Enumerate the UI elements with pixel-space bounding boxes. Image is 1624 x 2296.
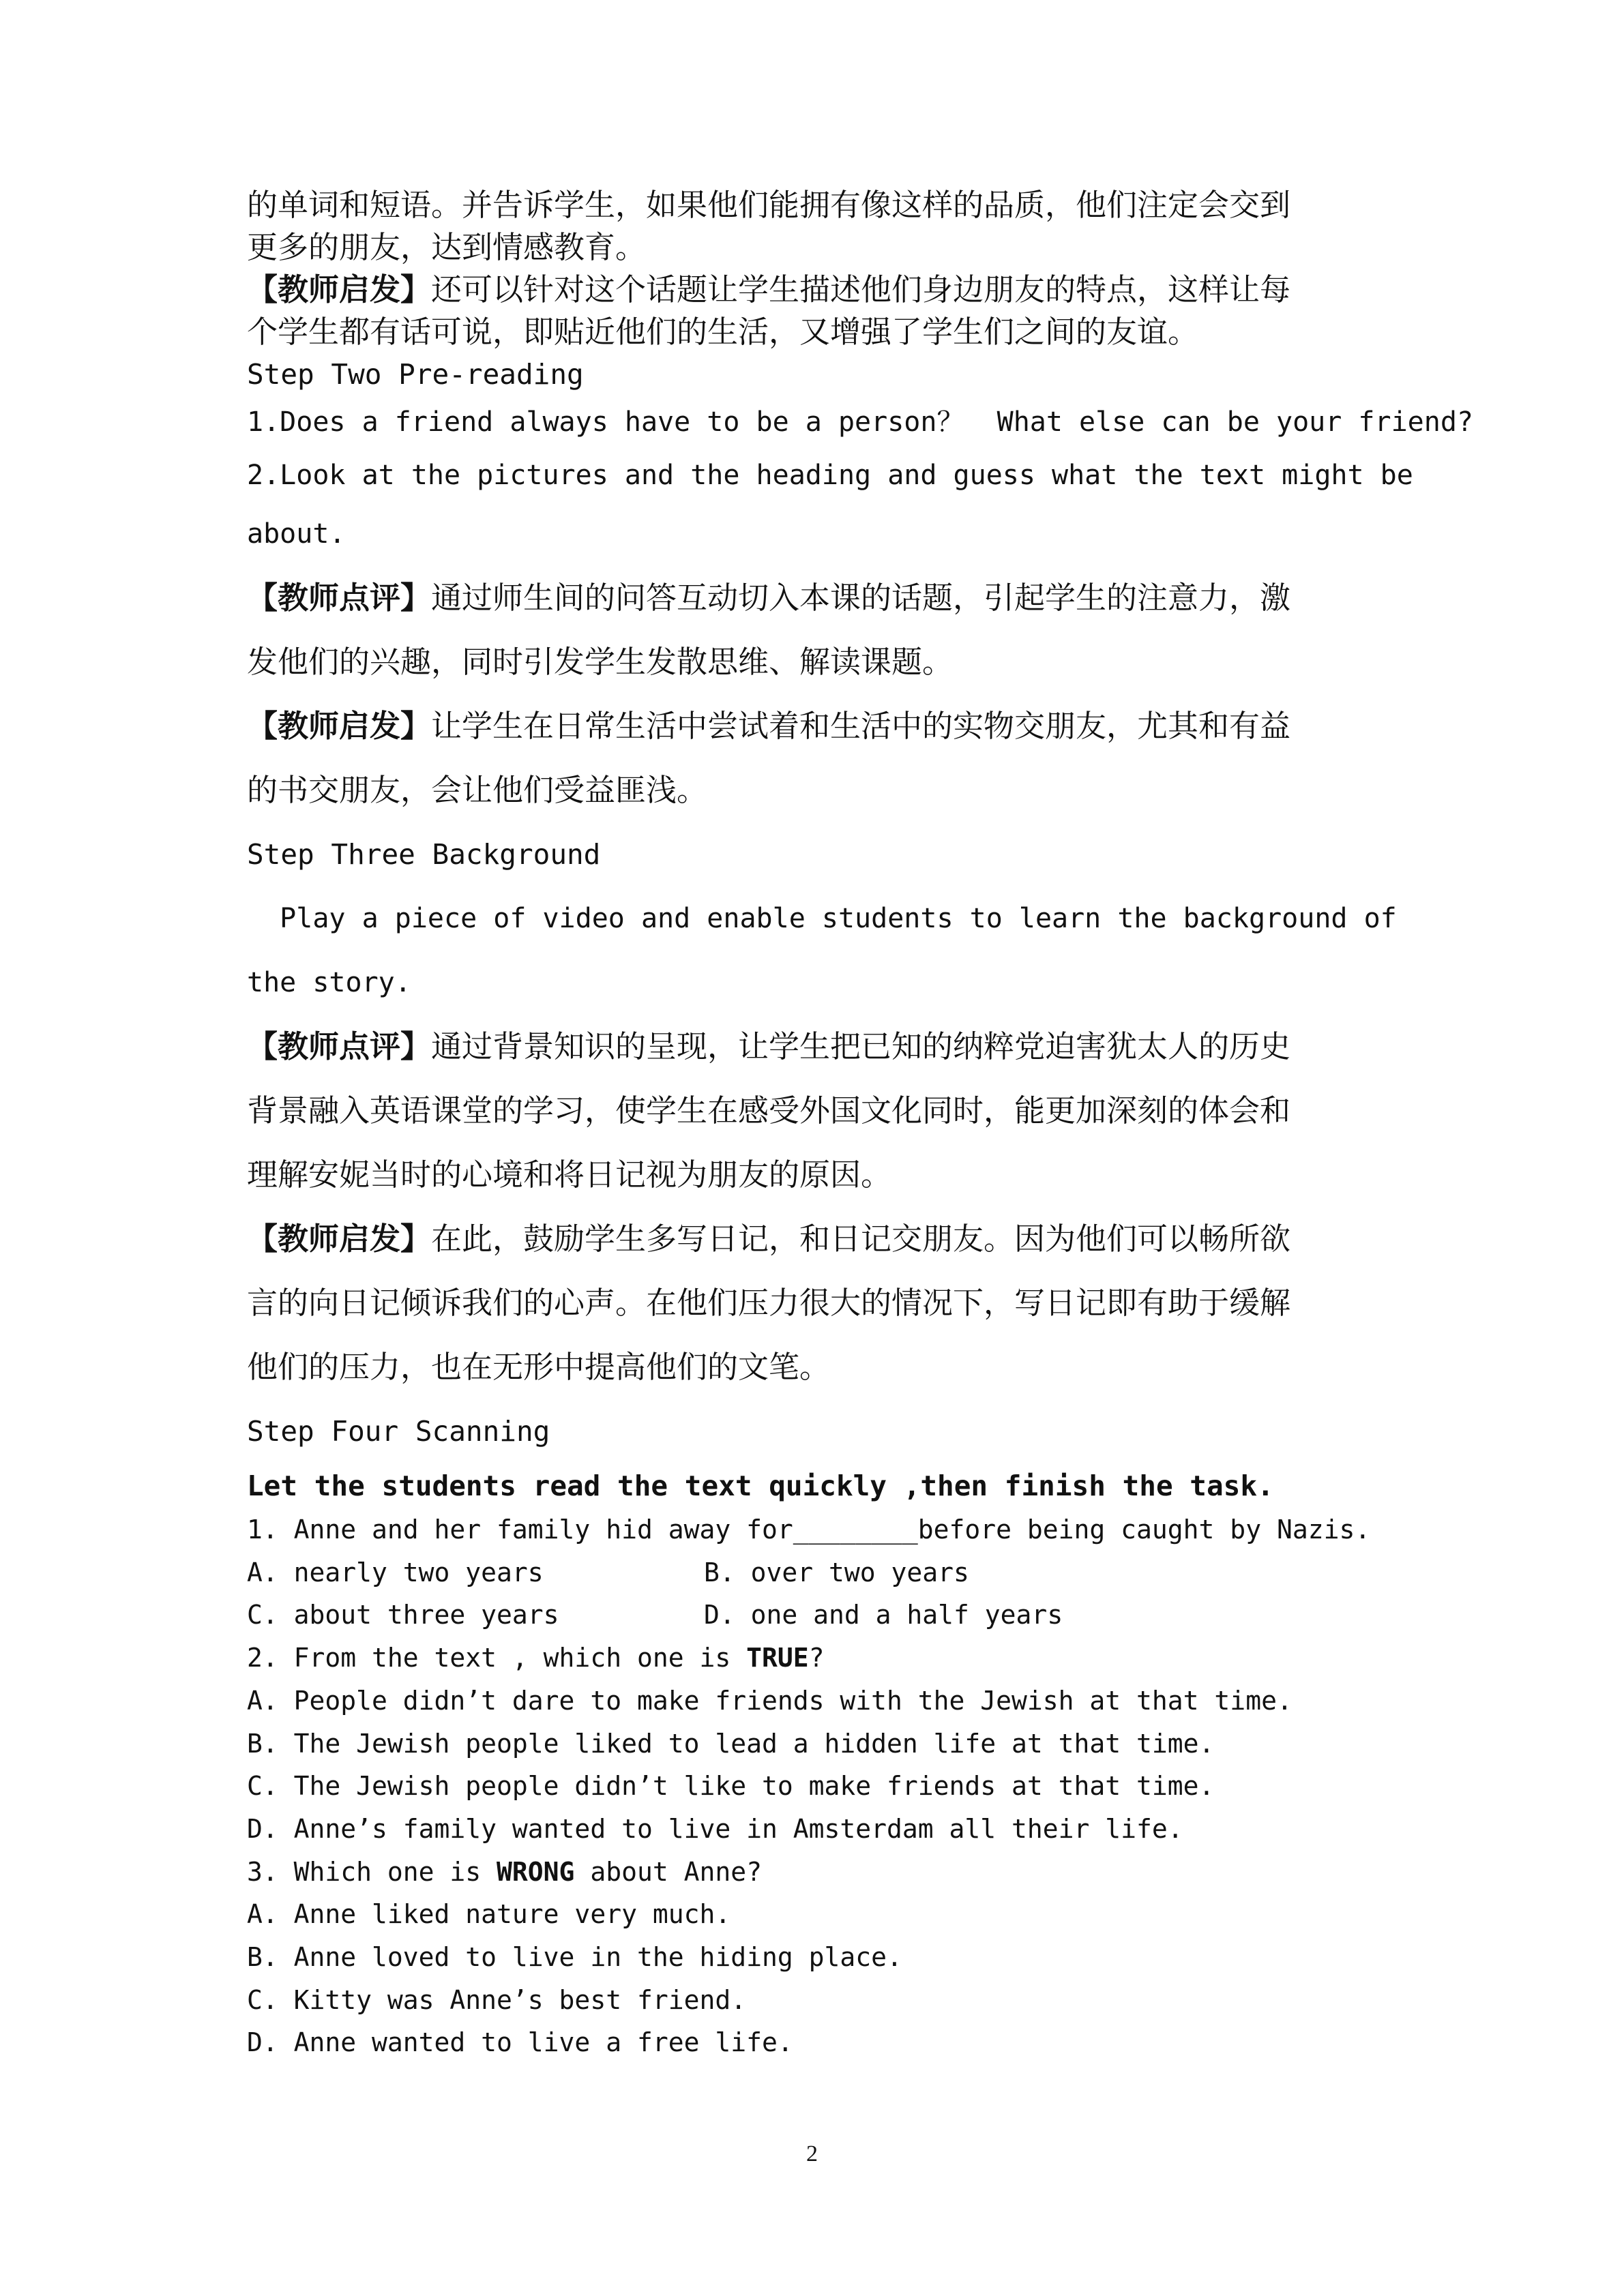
step-three-comment-line-3: 理解安妮当时的心境和将日记视为朋友的原因。 [247,1157,892,1193]
step-two-comment-line-1 [247,566,1406,630]
step-three-inspire-line-2: 言的向日记倾诉我们的心声。在他们压力很大的情况下，写日记即有助于缓解 [247,1285,1291,1321]
intro-inspire-line-2: 个学生都有话可说，即贴近他们的生活，又增强了学生们之间的友谊。 [247,314,1199,350]
question-3-stem-key: WRONG [497,1856,575,1887]
step-three-inspire-line-3: 他们的压力，也在无形中提高他们的文笔。 [247,1349,831,1385]
step-three-comment-line-2: 背景融入英语课堂的学习，使学生在感受外国文化同时，能更加深刻的体会和 [247,1092,1291,1129]
question-2-stem [247,1637,1406,1680]
intro-line-1: 的单词和短语。并告诉学生，如果他们能拥有像这样的品质，他们注定会交到 [247,187,1291,223]
intro-inspire-text-1: 还可以针对这个话题让学生描述他们身边朋友的特点，这样让每 [431,271,1291,308]
step-three-inspire-line-1 [247,1207,1406,1271]
question-2-option-d: D. Anne’s family wanted to live in Amsterdam all their life. [247,1813,1183,1844]
question-2-stem-post: ? [808,1643,825,1673]
teacher-comment-tag: 【教师点评】 [247,1028,432,1064]
step-three-comment-text-1: 通过背景知识的呈现，让学生把已知的纳粹党迫害犹太人的历史 [431,1028,1291,1064]
question-1-options-row-2 [247,1594,1406,1637]
teacher-inspire-tag: 【教师启发】 [247,271,432,308]
question-1-option-a: A. nearly two years [247,1557,544,1587]
question-2-stem-pre: 2. From the text , which one is [247,1643,747,1673]
question-2-option-b: B. The Jewish people liked to lead a hidden life at that time. [247,1728,1215,1759]
question-3-option-a: A. Anne liked nature very much. [247,1899,731,1930]
page-number: 2 [806,2141,818,2166]
teacher-inspire-tag: 【教师启发】 [247,708,432,744]
question-1-option-c: C. about three years [247,1600,559,1630]
document-page [247,184,1473,2064]
question-1-options-row-1 [247,1551,1406,1594]
step-two-inspire-line-1 [247,694,1406,758]
question-3-stem [247,1851,1406,1894]
question-3-stem-post: about Anne? [574,1856,762,1887]
step-four-instruction: Let the students read the text quickly ,then finish the task. [247,1470,1274,1502]
step-three-heading: Step Three Background [247,838,601,871]
step-two-question-2-line-1: 2.Look at the pictures and the heading and guess what the text might be [247,460,1413,491]
step-three-comment-line-1 [247,1015,1406,1079]
step-two-inspire-line-2: 的书交朋友，会让他们受益匪浅。 [247,772,708,808]
intro-inspire-line-1 [247,269,1406,311]
teacher-comment-tag: 【教师点评】 [247,580,432,616]
question-3-option-d: D. Anne wanted to live a free life. [247,2027,793,2058]
step-two-inspire-text-1: 让学生在日常生活中尝试着和生活中的实物交朋友，尤其和有益 [431,708,1291,744]
question-3-stem-pre: 3. Which one is [247,1856,497,1887]
question-3-option-b: B. Anne loved to live in the hiding place. [247,1942,902,1973]
step-two-question-2-line-2: about. [247,518,346,550]
step-four-heading: Step Four Scanning [247,1415,550,1448]
step-three-text-line-2: the story. [247,967,411,998]
step-two-question-1: 1.Does a friend always have to be a person？ What else can be your friend? [247,406,1473,438]
question-2-option-a: A. People didn’t dare to make friends with the Jewish at that time. [247,1685,1293,1716]
step-three-inspire-text-1: 在此，鼓励学生多写日记，和日记交朋友。因为他们可以畅所欲 [431,1221,1291,1257]
step-two-heading: Step Two Pre-reading [247,358,584,391]
step-three-text-line-1: Play a piece of video and enable students to learn the background of [247,903,1397,934]
question-1-stem: 1. Anne and her family hid away for________before being caught by Nazis. [247,1515,1371,1545]
question-1-option-d: D. one and a half years [704,1600,1063,1630]
question-2-stem-key: TRUE [746,1643,809,1673]
question-2-option-c: C. The Jewish people didn’t like to make friends at that time. [247,1771,1215,1802]
teacher-inspire-tag: 【教师启发】 [247,1221,432,1257]
question-3-option-c: C. Kitty was Anne’s best friend. [247,1984,747,2015]
question-1-option-b: B. over two years [704,1557,969,1587]
step-two-comment-text-1: 通过师生间的问答互动切入本课的话题，引起学生的注意力，激 [431,580,1291,616]
intro-line-2: 更多的朋友，达到情感教育。 [247,229,647,265]
step-two-comment-line-2: 发他们的兴趣，同时引发学生发散思维、解读课题。 [247,644,954,680]
